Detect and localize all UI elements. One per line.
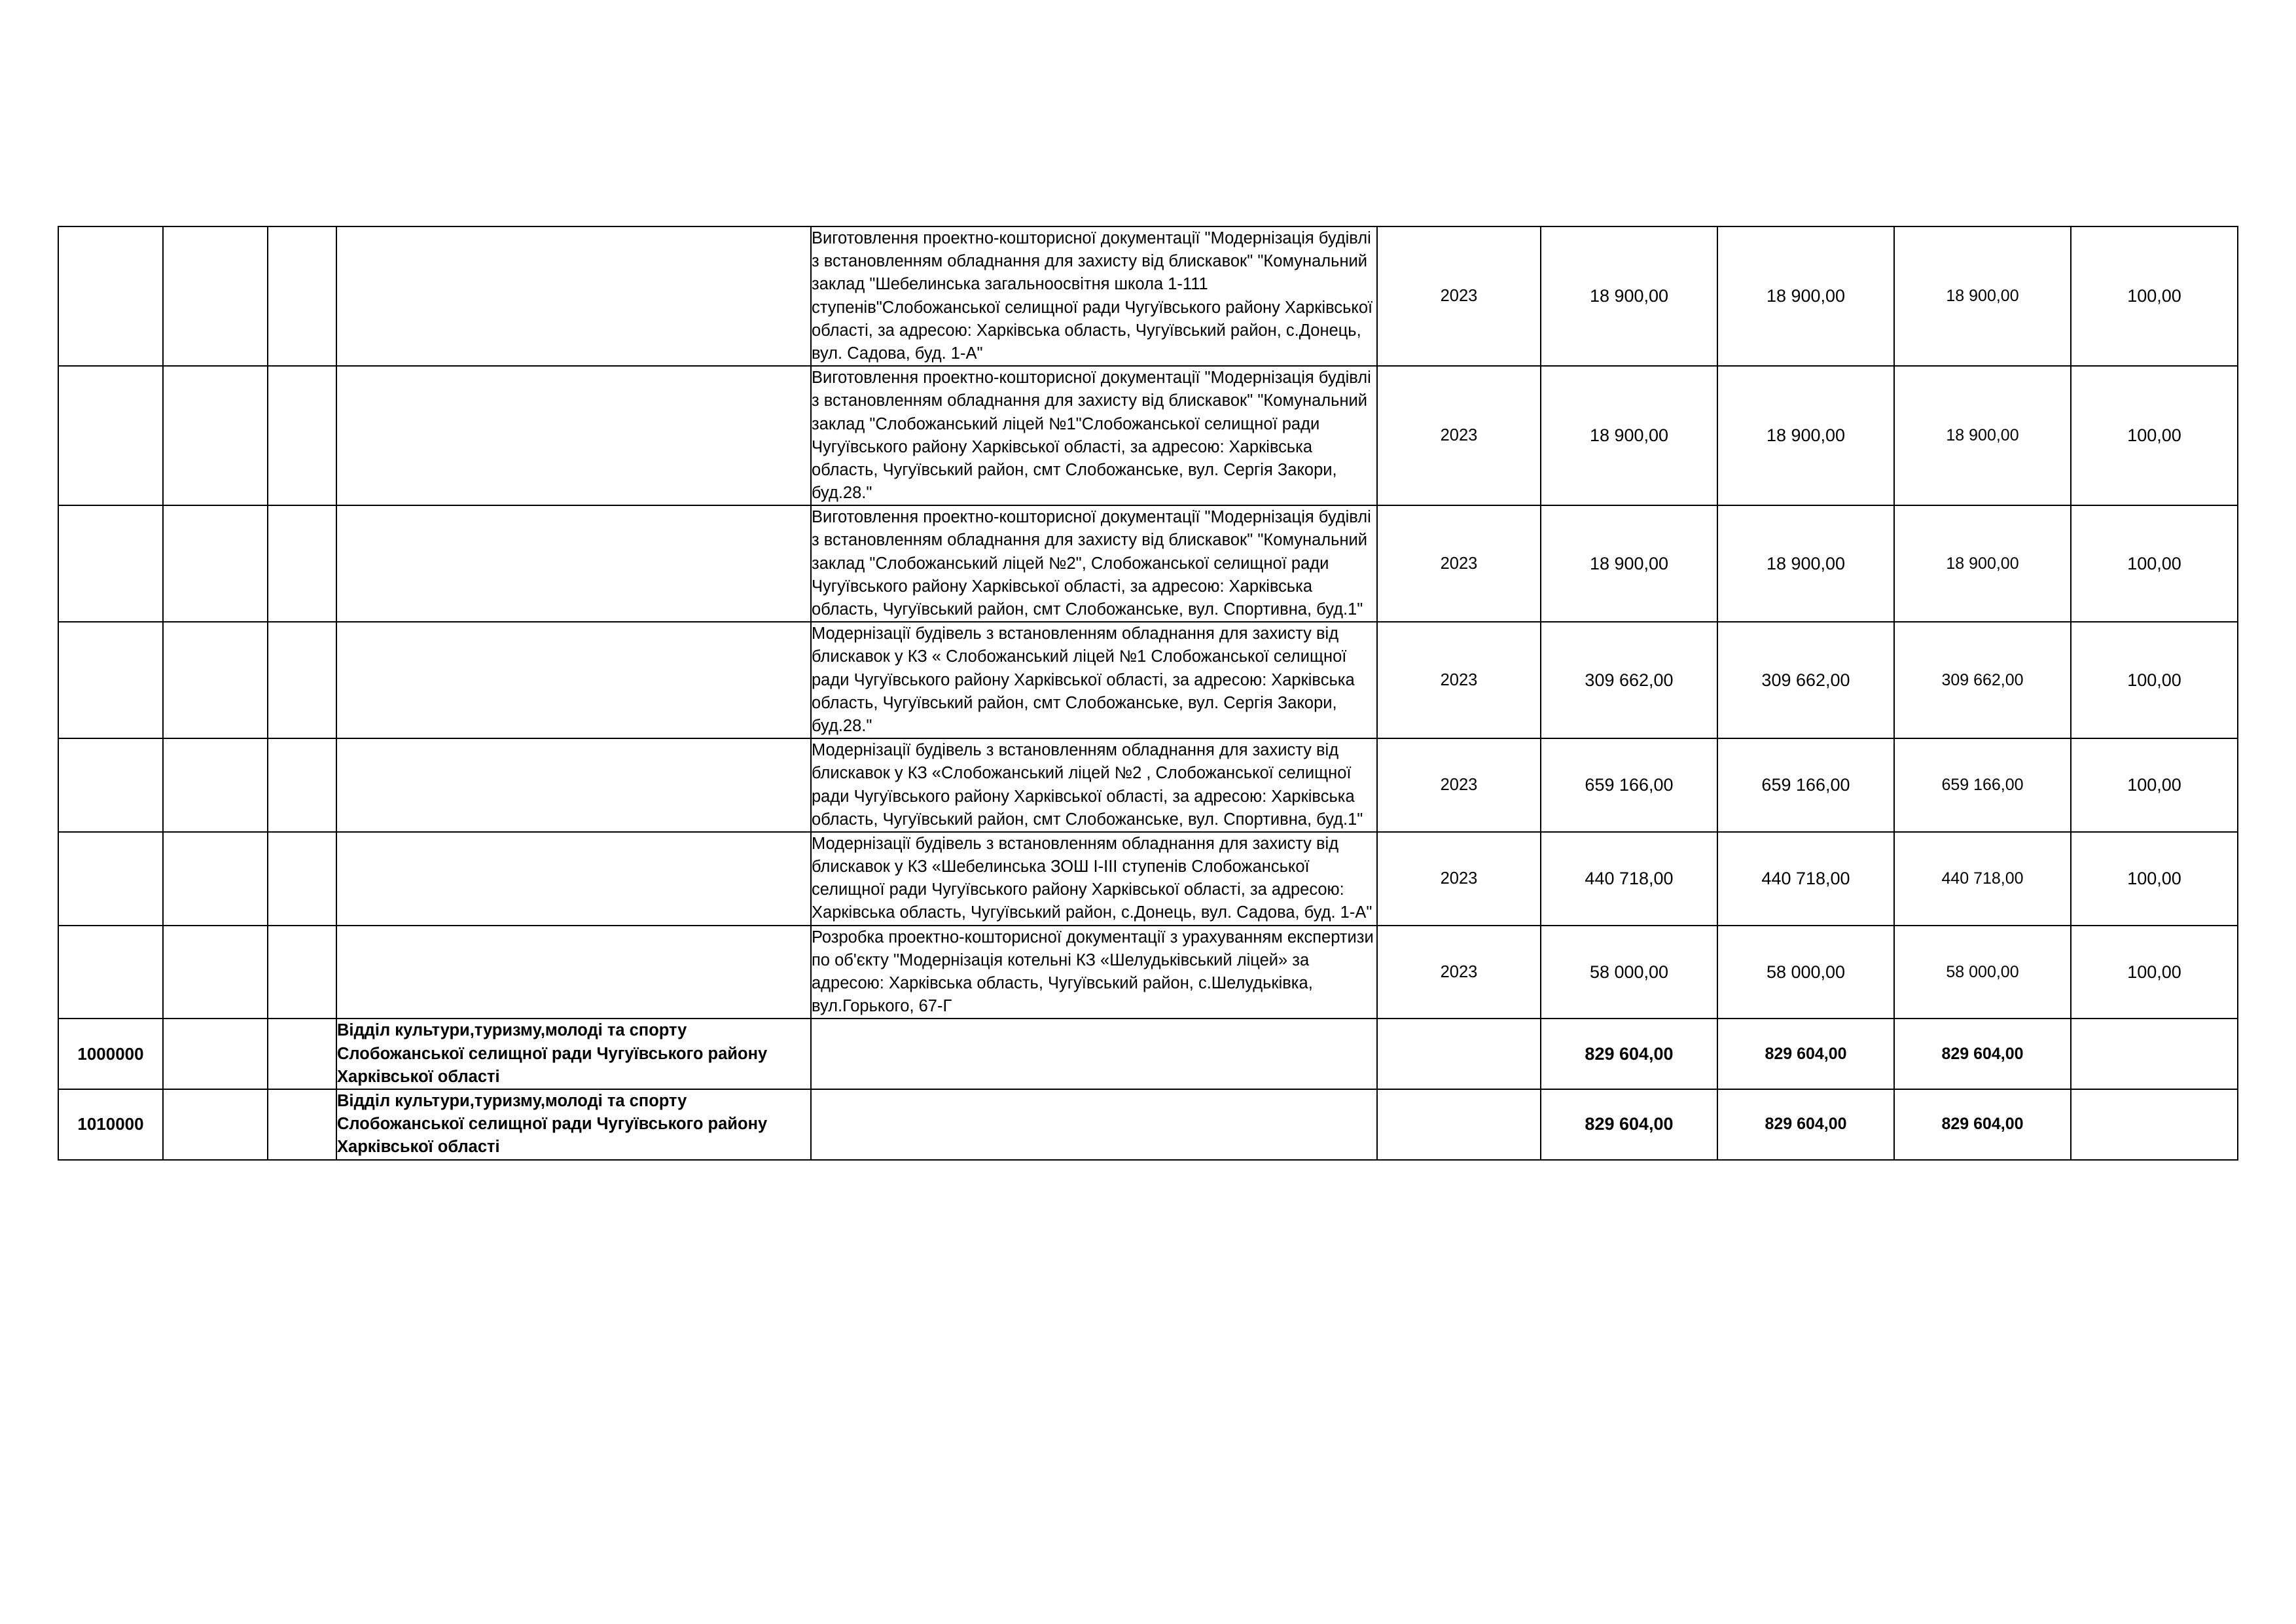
cell-organization xyxy=(336,926,811,1019)
cell-organization: Відділ культури,туризму,молоді та спорту Слобожанської селищної ради Чугуївського району Харківської області xyxy=(336,1089,811,1160)
cell-code1 xyxy=(58,738,163,832)
cell-code2 xyxy=(163,366,268,505)
cell-code3 xyxy=(268,366,336,505)
cell-percent: 100,00 xyxy=(2071,505,2238,622)
cell-amount3: 18 900,00 xyxy=(1894,505,2071,622)
table-row xyxy=(58,505,2238,622)
cell-code2 xyxy=(163,738,268,832)
cell-description: Виготовлення проектно-кошторисної документації "Модернізація будівлі з встановленням обладнання для захисту від блискавок" "Комунальний заклад "Шебелинська загальноосвітня школа 1-111 ступенів"Слобожанської селищної ради Чугуївського району Харківської області, за адресою: Харківська область, Чугуївський район, с.Донець, вул. Садова, буд. 1-А" xyxy=(811,226,1377,366)
budget-table-container xyxy=(58,226,2237,1161)
cell-code3 xyxy=(268,738,336,832)
cell-year: 2023 xyxy=(1377,366,1541,505)
table-row-summary xyxy=(58,1089,2238,1160)
table-row xyxy=(58,832,2238,926)
cell-amount3: 18 900,00 xyxy=(1894,366,2071,505)
cell-percent xyxy=(2071,1089,2238,1160)
cell-amount2: 829 604,00 xyxy=(1717,1019,1894,1089)
cell-amount3: 829 604,00 xyxy=(1894,1019,2071,1089)
cell-description xyxy=(811,1019,1377,1089)
budget-table xyxy=(58,226,2238,1161)
cell-amount2: 58 000,00 xyxy=(1717,926,1894,1019)
cell-year: 2023 xyxy=(1377,226,1541,366)
table-row xyxy=(58,622,2238,738)
cell-year: 2023 xyxy=(1377,738,1541,832)
cell-total: 309 662,00 xyxy=(1541,622,1717,738)
cell-code2 xyxy=(163,226,268,366)
cell-year: 2023 xyxy=(1377,832,1541,926)
cell-percent: 100,00 xyxy=(2071,738,2238,832)
table-row xyxy=(58,226,2238,366)
cell-amount2: 309 662,00 xyxy=(1717,622,1894,738)
cell-description: Виготовлення проектно-кошторисної документації "Модернізація будівлі з встановленням обладнання для захисту від блискавок" "Комунальний заклад "Слобожанський ліцей №1"Слобожанської селищної ради Чугуївського району Харківської області, за адресою: Харківська область, Чугуївський район, смт Слобожанське, вул. Сергія Закори, буд.28." xyxy=(811,366,1377,505)
cell-amount3: 440 718,00 xyxy=(1894,832,2071,926)
cell-code1: 1000000 xyxy=(58,1019,163,1089)
table-row xyxy=(58,738,2238,832)
cell-amount3: 659 166,00 xyxy=(1894,738,2071,832)
table-row-summary xyxy=(58,1019,2238,1089)
cell-organization xyxy=(336,505,811,622)
cell-description: Модернізації будівель з встановленням обладнання для захисту від блискавок у КЗ «Слобожанський ліцей №2 , Слобожанської селищної ради Чугуївського району Харківської області, за адресою: Харківська область, Чугуївський район, смт Слобожанське, вул. Спортивна, буд.1" xyxy=(811,738,1377,832)
cell-code2 xyxy=(163,1089,268,1160)
cell-amount2: 829 604,00 xyxy=(1717,1089,1894,1160)
cell-percent: 100,00 xyxy=(2071,926,2238,1019)
table-row xyxy=(58,926,2238,1019)
cell-organization xyxy=(336,738,811,832)
cell-organization xyxy=(336,226,811,366)
cell-total: 18 900,00 xyxy=(1541,505,1717,622)
cell-organization xyxy=(336,832,811,926)
cell-total: 829 604,00 xyxy=(1541,1089,1717,1160)
cell-description: Розробка проектно-кошторисної документації з урахуванням експертизи по об'єкту "Модернізація котельні КЗ «Шелудьківський ліцей» за адресою: Харківська область, Чугуївський район, с.Шелудьківка, вул.Горького, 67-Г xyxy=(811,926,1377,1019)
cell-amount2: 18 900,00 xyxy=(1717,366,1894,505)
cell-code1 xyxy=(58,366,163,505)
cell-amount3: 829 604,00 xyxy=(1894,1089,2071,1160)
cell-organization xyxy=(336,366,811,505)
cell-code1 xyxy=(58,505,163,622)
budget-table-body xyxy=(58,226,2238,1160)
cell-code3 xyxy=(268,1019,336,1089)
cell-percent: 100,00 xyxy=(2071,366,2238,505)
cell-amount3: 18 900,00 xyxy=(1894,226,2071,366)
cell-amount2: 18 900,00 xyxy=(1717,226,1894,366)
cell-code1 xyxy=(58,622,163,738)
cell-code3 xyxy=(268,226,336,366)
cell-percent xyxy=(2071,1019,2238,1089)
cell-total: 58 000,00 xyxy=(1541,926,1717,1019)
cell-organization xyxy=(336,622,811,738)
cell-code3 xyxy=(268,622,336,738)
cell-amount2: 18 900,00 xyxy=(1717,505,1894,622)
cell-code2 xyxy=(163,832,268,926)
cell-code3 xyxy=(268,505,336,622)
cell-total: 829 604,00 xyxy=(1541,1019,1717,1089)
cell-code2 xyxy=(163,1019,268,1089)
cell-year: 2023 xyxy=(1377,926,1541,1019)
cell-year xyxy=(1377,1089,1541,1160)
cell-organization: Відділ культури,туризму,молоді та спорту Слобожанської селищної ради Чугуївського району Харківської області xyxy=(336,1019,811,1089)
cell-description: Модернізації будівель з встановленням обладнання для захисту від блискавок у КЗ «Шебелинська ЗОШ I-III ступенів Слобожанської селищної ради Чугуївського району Харківської області, за адресою: Харківська область, Чугуївський район, с.Донець, вул. Садова, буд. 1-А" xyxy=(811,832,1377,926)
cell-code1 xyxy=(58,832,163,926)
cell-year: 2023 xyxy=(1377,622,1541,738)
cell-code1 xyxy=(58,226,163,366)
cell-code1: 1010000 xyxy=(58,1089,163,1160)
cell-code2 xyxy=(163,505,268,622)
cell-description xyxy=(811,1089,1377,1160)
cell-amount3: 309 662,00 xyxy=(1894,622,2071,738)
cell-total: 18 900,00 xyxy=(1541,366,1717,505)
cell-total: 18 900,00 xyxy=(1541,226,1717,366)
cell-code3 xyxy=(268,926,336,1019)
cell-code2 xyxy=(163,622,268,738)
cell-amount2: 659 166,00 xyxy=(1717,738,1894,832)
cell-percent: 100,00 xyxy=(2071,622,2238,738)
cell-year: 2023 xyxy=(1377,505,1541,622)
cell-amount3: 58 000,00 xyxy=(1894,926,2071,1019)
cell-code2 xyxy=(163,926,268,1019)
cell-total: 440 718,00 xyxy=(1541,832,1717,926)
cell-description: Модернізації будівель з встановленням обладнання для захисту від блискавок у КЗ « Слобожанський ліцей №1 Слобожанської селищної ради Чугуївського району Харківської області, за адресою: Харківська область, Чугуївський район, смт Слобожанське, вул. Сергія Закори, буд.28." xyxy=(811,622,1377,738)
cell-code1 xyxy=(58,926,163,1019)
cell-description: Виготовлення проектно-кошторисної документації "Модернізація будівлі з встановленням обладнання для захисту від блискавок" "Комунальний заклад "Слобожанський ліцей №2", Слобожанської селищної ради Чугуївського району Харківської області, за адресою: Харківська область, Чугуївський район, смт Слобожанське, вул. Спортивна, буд.1" xyxy=(811,505,1377,622)
cell-amount2: 440 718,00 xyxy=(1717,832,1894,926)
cell-year xyxy=(1377,1019,1541,1089)
cell-percent: 100,00 xyxy=(2071,832,2238,926)
cell-total: 659 166,00 xyxy=(1541,738,1717,832)
cell-code3 xyxy=(268,832,336,926)
cell-percent: 100,00 xyxy=(2071,226,2238,366)
table-row xyxy=(58,366,2238,505)
cell-code3 xyxy=(268,1089,336,1160)
